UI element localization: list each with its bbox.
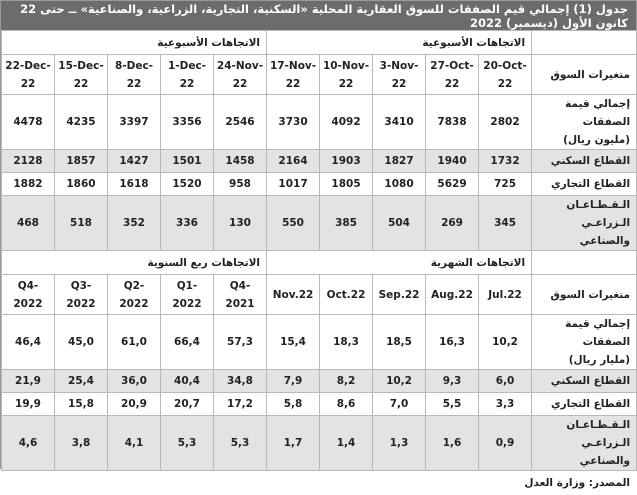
cell-text-line: 2022	[172, 297, 202, 310]
table-cell: 1940	[426, 150, 479, 173]
weekly-column-header	[55, 55, 108, 95]
cell-text-line: (مليار ريال)	[568, 354, 631, 366]
cell-text-line: القطاع التجاري	[550, 178, 631, 190]
table-cell: 10,2	[373, 370, 426, 393]
weekly-data-row	[2, 95, 637, 150]
table-cell: 16,3	[426, 315, 479, 370]
weekly-column-header	[214, 55, 267, 95]
cell-text-line: القطاع التجاري	[550, 398, 631, 410]
cell-text-line: 22	[126, 77, 142, 90]
table-cell: 1618	[108, 173, 161, 196]
cell-text-line: Q1-	[176, 279, 198, 292]
cell-text-line: 22-Dec-	[5, 59, 51, 72]
cell-text-line: Q4-	[17, 279, 39, 292]
table-cell: 9,3	[426, 370, 479, 393]
row-label	[532, 315, 637, 370]
cell-text-line: 20-Oct-	[483, 59, 527, 72]
table-cell: 2802	[479, 95, 532, 150]
row-label	[532, 393, 637, 416]
table-cell: 4,6	[2, 416, 55, 471]
cell-text-line: 22	[20, 77, 36, 90]
quarterly-monthly-column-header	[55, 275, 108, 315]
market-table	[1, 30, 637, 471]
cell-text-line: 22	[73, 77, 89, 90]
table-cell: 1,7	[267, 416, 320, 471]
table-cell: 20,7	[161, 393, 214, 416]
cell-text-line: 2021	[225, 297, 255, 310]
cell-text-line: Q3-	[70, 279, 92, 292]
cell-text-line: 10-Nov-	[322, 59, 370, 72]
cell-text-line: والصناعي	[579, 455, 631, 467]
quarterly-monthly-left-group-header: الاتجاهات ربع السنوية	[2, 251, 267, 275]
cell-text-line: 2022	[119, 297, 149, 310]
table-cell: 15,4	[267, 315, 320, 370]
table-cell: 1520	[161, 173, 214, 196]
table-cell: 10,2	[479, 315, 532, 370]
table-cell: 4,1	[108, 416, 161, 471]
cell-text-line: 8-Dec-	[114, 59, 154, 72]
table-cell: 36,0	[108, 370, 161, 393]
quarterly-monthly-data-row	[2, 416, 637, 471]
weekly-column-header	[373, 55, 426, 95]
cell-text-line: 22	[285, 77, 301, 90]
table-cell: 7,9	[267, 370, 320, 393]
cell-text-line: 22	[391, 77, 407, 90]
table-cell: 1427	[108, 150, 161, 173]
table-cell: 130	[214, 196, 267, 251]
table-cell: 8,2	[320, 370, 373, 393]
quarterly-monthly-data-row	[2, 315, 637, 370]
weekly-row-header-label: متغيرات السوق	[532, 55, 637, 95]
table-cell: 5,3	[161, 416, 214, 471]
cell-text-line: 27-Oct-	[430, 59, 474, 72]
weekly-left-group-header: الاتجاهات الأسبوعية	[2, 31, 267, 55]
table-cell: 34,8	[214, 370, 267, 393]
quarterly-monthly-column-header	[2, 275, 55, 315]
cell-text-line: Q4-	[229, 279, 251, 292]
quarterly-monthly-right-group-header: الاتجاهات الشهرية	[267, 251, 532, 275]
weekly-data-row	[2, 196, 637, 251]
quarterly-monthly-column-header	[426, 275, 479, 315]
table-cell: 4478	[2, 95, 55, 150]
table-cell: 958	[214, 173, 267, 196]
weekly-right-group-header: الاتجاهات الأسبوعية	[267, 31, 532, 55]
table-cell: 57,3	[214, 315, 267, 370]
cell-text-line: 2022	[66, 297, 96, 310]
weekly-column-header-row	[2, 55, 637, 95]
table-cell: 5,8	[267, 393, 320, 416]
table-cell: 45,0	[55, 315, 108, 370]
table-cell: 19,9	[2, 393, 55, 416]
table-cell: 5,3	[214, 416, 267, 471]
table-cell: 336	[161, 196, 214, 251]
cell-text-line: Oct.22	[326, 288, 366, 301]
cell-text-line: إجمالي قيمة الصفقات	[565, 318, 631, 348]
table-cell: 1,3	[373, 416, 426, 471]
table-cell: 468	[2, 196, 55, 251]
table-cell: 3397	[108, 95, 161, 150]
weekly-column-header	[108, 55, 161, 95]
weekly-data-row	[2, 173, 637, 196]
row-label	[532, 95, 637, 150]
cell-text-line: Q2-	[123, 279, 145, 292]
table-cell: 3730	[267, 95, 320, 150]
cell-text-line: 22	[232, 77, 248, 90]
cell-text-line: 2022	[13, 297, 43, 310]
table-cell: 1732	[479, 150, 532, 173]
weekly-blank-header-cell	[532, 31, 637, 55]
table-cell: 4092	[320, 95, 373, 150]
table-cell: 2128	[2, 150, 55, 173]
quarterly-monthly-data-row	[2, 393, 637, 416]
weekly-data-row	[2, 150, 637, 173]
table-cell: 4235	[55, 95, 108, 150]
table-cell: 18,3	[320, 315, 373, 370]
cell-text-line: Aug.22	[431, 288, 473, 301]
table-cell: 3410	[373, 95, 426, 150]
table-cell: 46,4	[2, 315, 55, 370]
cell-text-line: 22	[179, 77, 195, 90]
quarterly-monthly-row-header-label: متغيرات السوق	[532, 275, 637, 315]
table-cell: 1,4	[320, 416, 373, 471]
table-cell: 21,9	[2, 370, 55, 393]
cell-text-line: إجمالي قيمة الصفقات	[565, 98, 631, 128]
cell-text-line: Nov.22	[272, 288, 314, 301]
cell-text-line: القطاع السكني	[550, 375, 631, 387]
weekly-column-header	[267, 55, 320, 95]
table-cell: 352	[108, 196, 161, 251]
cell-text-line: والصناعي	[579, 235, 631, 247]
table-cell: 6,0	[479, 370, 532, 393]
table-cell: 1501	[161, 150, 214, 173]
table-cell: 725	[479, 173, 532, 196]
quarterly-monthly-column-header	[214, 275, 267, 315]
table-cell: 3356	[161, 95, 214, 150]
row-label	[532, 150, 637, 173]
table-cell: 2164	[267, 150, 320, 173]
table-cell: 1458	[214, 150, 267, 173]
cell-text-line: 1-Dec-	[167, 59, 207, 72]
table-cell: 518	[55, 196, 108, 251]
table-cell: 25,4	[55, 370, 108, 393]
table-cell: 3,3	[479, 393, 532, 416]
quarterly-monthly-column-header	[373, 275, 426, 315]
quarterly-monthly-column-header	[479, 275, 532, 315]
cell-text-line: 15-Dec-	[58, 59, 104, 72]
table-cell: 20,9	[108, 393, 161, 416]
quarterly-monthly-data-row	[2, 370, 637, 393]
cell-text-line: الـقـطـاعـان الـزراعـي	[566, 419, 631, 449]
table-cell: 2546	[214, 95, 267, 150]
table-cell: 1080	[373, 173, 426, 196]
table-cell: 5,5	[426, 393, 479, 416]
table-cell: 1882	[2, 173, 55, 196]
cell-text-line: (مليون ريال)	[563, 134, 631, 146]
table-cell: 1860	[55, 173, 108, 196]
row-label	[532, 416, 637, 471]
table-cell: 385	[320, 196, 373, 251]
table-cell: 1,6	[426, 416, 479, 471]
table-cell: 8,6	[320, 393, 373, 416]
quarterly-monthly-column-header	[108, 275, 161, 315]
quarterly-monthly-column-header-row	[2, 275, 637, 315]
table-cell: 7,0	[373, 393, 426, 416]
cell-text-line: 3-Nov-	[379, 59, 419, 72]
table-cell: 504	[373, 196, 426, 251]
source-note: المصدر: وزارة العدل	[524, 477, 630, 489]
cell-text-line: 22	[444, 77, 460, 90]
cell-text-line: الـقـطـاعـان الـزراعـي	[566, 199, 631, 229]
quarterly-monthly-column-header	[320, 275, 373, 315]
quarterly-monthly-column-header	[267, 275, 320, 315]
table-title: جدول (1) إجمالي قيم الصفقات للسوق العقارية المحلية «السكنية، التجارية، الزراعية، والصناعية» ــ حتى 22 كانون الأول (ديسمبر) 2022	[1, 1, 636, 30]
table-cell: 1857	[55, 150, 108, 173]
weekly-section-header-row	[2, 31, 637, 55]
weekly-column-header	[320, 55, 373, 95]
cell-text-line: القطاع السكني	[550, 155, 631, 167]
cell-text-line: Jul.22	[488, 288, 522, 301]
row-label	[532, 196, 637, 251]
weekly-column-header	[161, 55, 214, 95]
quarterly-monthly-column-header	[161, 275, 214, 315]
table-cell: 7838	[426, 95, 479, 150]
table-cell: 17,2	[214, 393, 267, 416]
row-label	[532, 173, 637, 196]
table-cell: 15,8	[55, 393, 108, 416]
table-cell: 345	[479, 196, 532, 251]
quarterly-monthly-section-header-row	[2, 251, 637, 275]
cell-text-line: 22	[497, 77, 513, 90]
table-cell: 0,9	[479, 416, 532, 471]
table-cell: 550	[267, 196, 320, 251]
table-cell: 1903	[320, 150, 373, 173]
table-cell: 3,8	[55, 416, 108, 471]
table-cell: 1827	[373, 150, 426, 173]
cell-text-line: 24-Nov-	[216, 59, 264, 72]
quarterly-monthly-blank-header-cell	[532, 251, 637, 275]
table-cell: 40,4	[161, 370, 214, 393]
row-label	[532, 370, 637, 393]
table-cell: 18,5	[373, 315, 426, 370]
cell-text-line: 17-Nov-	[269, 59, 317, 72]
weekly-column-header	[2, 55, 55, 95]
table-cell: 5629	[426, 173, 479, 196]
table-cell: 269	[426, 196, 479, 251]
cell-text-line: 22	[338, 77, 354, 90]
table-cell: 1017	[267, 173, 320, 196]
weekly-column-header	[479, 55, 532, 95]
table-cell: 61,0	[108, 315, 161, 370]
cell-text-line: Sep.22	[378, 288, 420, 301]
table-cell: 66,4	[161, 315, 214, 370]
weekly-column-header	[426, 55, 479, 95]
table-cell: 1805	[320, 173, 373, 196]
